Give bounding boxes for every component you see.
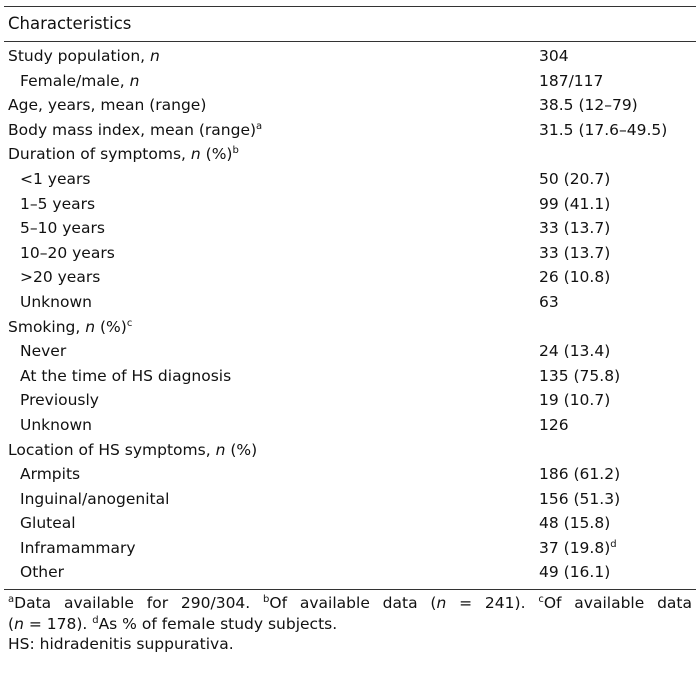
row-label-footnote-mark: a xyxy=(256,120,263,132)
table-row xyxy=(4,438,696,463)
row-value xyxy=(539,511,610,536)
table-row xyxy=(4,93,696,118)
row-value-text: 33 (13.7) xyxy=(539,243,611,262)
footnote-c-mark: c xyxy=(538,594,544,606)
row-label-text: Duration of symptoms, xyxy=(8,145,191,164)
row-label-text: Unknown xyxy=(20,292,92,311)
row-label xyxy=(8,93,206,118)
table-row xyxy=(4,241,696,266)
row-value xyxy=(539,388,610,413)
footnote-c: Of available data xyxy=(543,594,693,613)
row-value xyxy=(539,265,610,290)
row-value xyxy=(539,93,638,118)
row-label-text: Inguinal/anogenital xyxy=(20,489,170,508)
row-value-text: 49 (16.1) xyxy=(539,563,611,582)
row-label-italic: n xyxy=(215,440,226,459)
row-label-text: At the time of HS diagnosis xyxy=(20,366,232,385)
footnote-a-mark: a xyxy=(8,594,15,606)
row-label xyxy=(20,290,92,315)
row-value-text: 63 xyxy=(539,292,559,311)
row-label-italic: n xyxy=(85,317,96,336)
row-label xyxy=(20,413,92,438)
row-label xyxy=(20,167,90,192)
table-row xyxy=(4,265,696,290)
row-value-text: 31.5 (17.6–49.5) xyxy=(539,120,668,139)
row-label-text: >20 years xyxy=(20,268,101,287)
footnote-c-open: ( xyxy=(8,614,15,633)
row-value xyxy=(539,560,610,585)
row-value xyxy=(539,487,620,512)
table-row xyxy=(4,462,696,487)
table-row xyxy=(4,44,696,69)
row-label xyxy=(20,487,169,512)
row-value-text: 304 xyxy=(539,47,569,65)
row-label-text: Unknown xyxy=(20,415,92,434)
row-label-text: 5–10 years xyxy=(20,219,105,238)
table-row xyxy=(4,315,696,340)
row-label-footnote-mark: c xyxy=(126,317,133,329)
row-label-text: Female/male, xyxy=(20,71,130,90)
footnote-abbreviation: HS: hidradenitis suppurativa. xyxy=(8,635,234,654)
row-value xyxy=(539,241,610,266)
table-row xyxy=(4,216,696,241)
row-label-text: 10–20 years xyxy=(20,243,115,262)
table-row xyxy=(4,167,696,192)
row-value-text: 33 (13.7) xyxy=(539,219,611,238)
table-row xyxy=(4,290,696,315)
row-label-after: (%) xyxy=(95,317,127,336)
row-label-after: (%) xyxy=(200,145,233,164)
row-value-footnote-mark: d xyxy=(610,538,617,550)
row-label-after: (%) xyxy=(225,440,258,459)
table-body xyxy=(4,42,696,585)
row-value-text: 26 (10.8) xyxy=(539,268,611,287)
row-label-text: Other xyxy=(20,563,65,582)
row-label xyxy=(8,315,132,340)
row-label xyxy=(20,241,115,266)
table-row xyxy=(4,364,696,389)
row-label-text: Location of HS symptoms, xyxy=(8,440,216,459)
row-value-text: 156 (51.3) xyxy=(539,489,621,508)
table-row xyxy=(4,142,696,167)
row-value-text: 186 (61.2) xyxy=(539,465,621,484)
row-label-italic: n xyxy=(129,71,140,90)
row-value-text: 48 (15.8) xyxy=(539,514,611,533)
row-label-text: Inframammary xyxy=(20,538,136,557)
footnote-line-2 xyxy=(8,614,692,635)
row-value-text: 99 (41.1) xyxy=(539,194,611,213)
row-label-text: Smoking, xyxy=(8,317,86,336)
row-label-text: Body mass index, mean (range) xyxy=(8,120,257,139)
row-label-italic: n xyxy=(150,47,160,65)
footnote-b-n: n xyxy=(436,594,447,613)
row-value xyxy=(539,118,667,143)
row-label xyxy=(8,118,262,143)
row-label xyxy=(20,265,100,290)
characteristics-table xyxy=(4,6,696,655)
row-label xyxy=(8,438,257,463)
row-label-footnote-mark: b xyxy=(232,145,239,157)
row-value xyxy=(539,44,569,69)
row-label xyxy=(20,560,64,585)
footnote-b-rest: = 241). xyxy=(446,594,539,613)
table-row xyxy=(4,487,696,512)
footnote-a: Data available for 290/304. xyxy=(14,594,264,613)
row-value-text: 37 (19.8) xyxy=(539,538,611,557)
row-label-text: Gluteal xyxy=(20,514,76,533)
table-row xyxy=(4,413,696,438)
row-label-italic: n xyxy=(190,145,201,164)
table-footnotes xyxy=(4,590,696,655)
row-label xyxy=(20,216,105,241)
row-label xyxy=(8,44,160,69)
row-label-text: Previously xyxy=(20,391,99,410)
row-label-text: 1–5 years xyxy=(20,194,96,213)
footnote-b: Of available data ( xyxy=(269,594,437,613)
row-label xyxy=(20,511,76,536)
row-value-text: 50 (20.7) xyxy=(539,169,611,188)
row-label-text: <1 years xyxy=(20,169,91,188)
row-value xyxy=(539,167,610,192)
row-label-text: Study population, xyxy=(8,47,151,65)
footnote-d-mark: d xyxy=(92,614,99,626)
row-label xyxy=(20,192,95,217)
table-row xyxy=(4,192,696,217)
table-header: Characteristics xyxy=(4,7,696,42)
footnote-b-mark: b xyxy=(263,594,270,606)
row-label xyxy=(20,462,80,487)
row-label-text: Never xyxy=(20,342,67,361)
row-value xyxy=(539,69,603,94)
row-value-text: 126 xyxy=(539,415,569,434)
row-value-text: 135 (75.8) xyxy=(539,366,621,385)
table-row xyxy=(4,69,696,94)
row-value-text: 38.5 (12–79) xyxy=(539,96,638,115)
table-row xyxy=(4,511,696,536)
row-label xyxy=(20,536,136,561)
row-label xyxy=(8,142,239,167)
row-value-text: 187/117 xyxy=(539,71,604,90)
row-label xyxy=(20,339,66,364)
row-label-text: Age, years, mean (range) xyxy=(8,96,207,115)
row-value xyxy=(539,192,610,217)
table-row xyxy=(4,118,696,143)
row-value xyxy=(539,290,559,315)
footnote-line-1 xyxy=(8,593,692,614)
table-row xyxy=(4,560,696,585)
row-label-text: Armpits xyxy=(20,465,81,484)
row-value xyxy=(539,216,610,241)
footnote-c-n: n xyxy=(14,614,24,633)
row-value-text: 19 (10.7) xyxy=(539,391,611,410)
row-value-text: 24 (13.4) xyxy=(539,342,611,361)
footnote-d: As % of female study subjects. xyxy=(98,614,338,633)
footnote-c-rest: = 178). xyxy=(23,614,93,633)
row-label xyxy=(20,388,99,413)
row-value xyxy=(539,339,610,364)
table-row xyxy=(4,339,696,364)
row-value xyxy=(539,364,620,389)
row-label xyxy=(20,69,139,94)
row-value xyxy=(539,462,620,487)
row-label xyxy=(20,364,231,389)
table-row xyxy=(4,388,696,413)
table-row xyxy=(4,536,696,561)
row-value xyxy=(539,536,617,561)
row-value xyxy=(539,413,569,438)
